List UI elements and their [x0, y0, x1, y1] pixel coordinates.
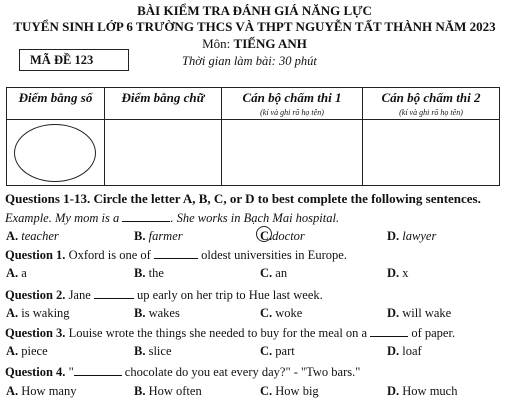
example-sentence: Example. My mom is a . She works in Bạch Mai hospital. — [5, 211, 340, 225]
q2-option-a[interactable]: A. is waking — [6, 306, 70, 320]
examiner-1-cell[interactable] — [222, 120, 363, 186]
answer-circle — [256, 226, 272, 242]
q2-option-d[interactable]: D. will wake — [387, 306, 452, 320]
exam-title: BÀI KIỂM TRA ĐÁNH GIÁ NĂNG LỰC — [137, 3, 372, 18]
exam-subtitle: TUYỂN SINH LỚP 6 TRƯỜNG THCS VÀ THPT NGUYỄN TẤT THÀNH NĂM 2023 — [13, 19, 496, 34]
question-1-blank — [154, 248, 198, 259]
question-3: Question 3. Louise wrote the things she needed to buy for the meal on a of paper. — [5, 326, 456, 340]
example-blank — [122, 211, 170, 222]
q4-option-c[interactable]: C. How big — [260, 384, 319, 398]
question-4: Question 4. " chocolate do you eat every day?" - "Two bars." — [5, 365, 361, 379]
score-table — [6, 87, 500, 186]
score-number-cell[interactable] — [7, 120, 105, 186]
q4-option-a[interactable]: A. How many — [6, 384, 77, 398]
q2-option-c[interactable]: C. woke — [260, 306, 303, 320]
question-2-blank — [94, 288, 134, 299]
example-option-b[interactable]: B. farmer — [134, 229, 183, 243]
examiner-1-note: (kí và ghi rõ họ tên) — [260, 108, 324, 117]
question-3-blank — [370, 326, 408, 337]
q2-option-b[interactable]: B. wakes — [134, 306, 180, 320]
question-2: Question 2. Jane up early on her trip to Hue last week. — [5, 288, 323, 302]
examiner-1-header: Cán bộ chấm thi 1 (kí và ghi rõ họ tên) — [222, 88, 363, 120]
question-2-options — [0, 306, 509, 322]
subject-label: Môn: — [202, 36, 231, 51]
example-option-c[interactable]: C.doctor — [260, 229, 305, 244]
question-1-options — [0, 266, 509, 282]
q3-option-b[interactable]: B. slice — [134, 344, 172, 358]
q1-option-b[interactable]: B. the — [134, 266, 164, 280]
example-options — [0, 229, 509, 245]
question-4-blank — [74, 365, 122, 376]
question-1: Question 1. Oxford is one of oldest universities in Europe. — [5, 248, 347, 262]
question-4-options — [0, 384, 509, 400]
q4-option-d[interactable]: D. How much — [387, 384, 458, 398]
q3-option-a[interactable]: A. piece — [6, 344, 48, 358]
exam-time: Thời gian làm bài: 30 phút — [182, 54, 317, 68]
score-oval — [14, 124, 96, 182]
example-option-d[interactable]: D. lawyer — [387, 229, 437, 243]
example-option-a[interactable]: A. teacher — [6, 229, 59, 243]
q3-option-d[interactable]: D. loaf — [387, 344, 422, 358]
exam-code-box: MÃ ĐỀ 123 — [19, 49, 129, 71]
instruction: Questions 1-13. Circle the letter A, B, C, or D to best complete the following sentences. — [5, 191, 481, 206]
score-word-cell[interactable] — [105, 120, 222, 186]
examiner-2-note: (kí và ghi rõ họ tên) — [399, 108, 463, 117]
question-3-options — [0, 344, 509, 360]
score-word-header: Điểm bằng chữ — [105, 88, 222, 120]
subject-name: TIẾNG ANH — [233, 36, 307, 51]
q1-option-d[interactable]: D. x — [387, 266, 409, 280]
q3-option-c[interactable]: C. part — [260, 344, 295, 358]
q1-option-a[interactable]: A. a — [6, 266, 27, 280]
score-number-header: Điểm bằng số — [7, 88, 105, 120]
q1-option-c[interactable]: C. an — [260, 266, 288, 280]
examiner-2-header: Cán bộ chấm thi 2 (kí và ghi rõ họ tên) — [363, 88, 500, 120]
q4-option-b[interactable]: B. How often — [134, 384, 202, 398]
examiner-2-cell[interactable] — [363, 120, 500, 186]
